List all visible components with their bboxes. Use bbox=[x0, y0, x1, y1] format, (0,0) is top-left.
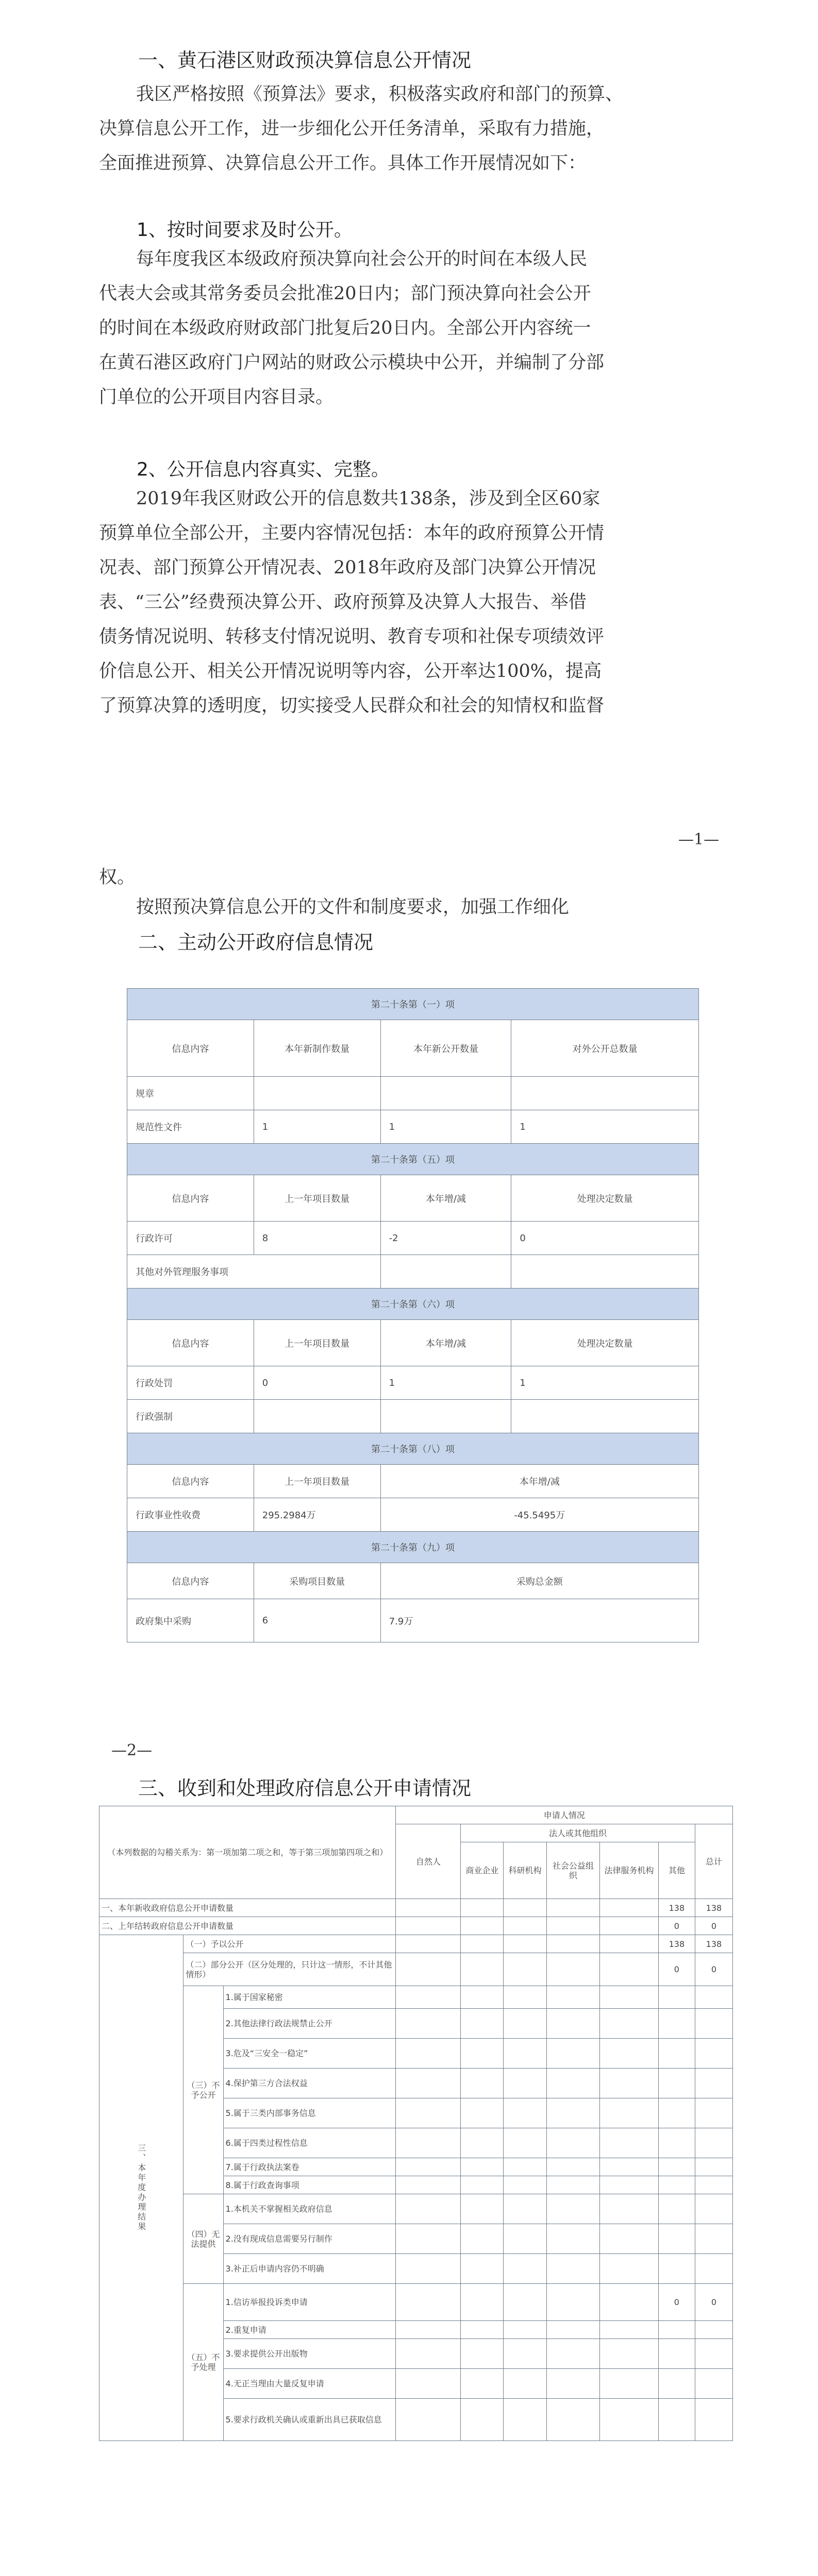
table-cell: -45.5495万 bbox=[380, 1498, 698, 1532]
table-cell: 其他对外管理服务事项 bbox=[127, 1255, 381, 1289]
table-cell: 行政强制 bbox=[127, 1400, 254, 1433]
row-label: 4.保护第三方合法权益 bbox=[223, 2069, 396, 2098]
row-label: 1.信访举报投诉类申请 bbox=[223, 2284, 396, 2321]
column-header: 社会公益组织 bbox=[546, 1842, 600, 1899]
table-cell: 0 bbox=[254, 1366, 380, 1400]
row-label: 1.属于国家秘密 bbox=[223, 1986, 396, 2009]
legal-entity-header: 法人或其他组织 bbox=[461, 1824, 695, 1842]
row-label: 2.重复申请 bbox=[223, 2321, 396, 2339]
table-cell bbox=[511, 1255, 699, 1289]
column-header: 其他 bbox=[658, 1842, 695, 1899]
page-number: —2— bbox=[111, 1741, 153, 1759]
table-cell: 0 bbox=[658, 2284, 695, 2321]
table-cell: 6 bbox=[254, 1599, 380, 1642]
column-header: 信息内容 bbox=[127, 1175, 254, 1222]
table-band: 第二十条第（八）项 bbox=[127, 1433, 699, 1465]
table-cell: 政府集中采购 bbox=[127, 1599, 254, 1642]
row-label: 1.本机关不掌握相关政府信息 bbox=[223, 2194, 396, 2224]
row-label: （二）部分公开（区分处理的，只计这一情形，不计其他情形） bbox=[183, 1953, 396, 1986]
page-number: —1— bbox=[678, 831, 720, 849]
row-label: 7.属于行政执法案卷 bbox=[223, 2158, 396, 2176]
application-table bbox=[99, 1806, 733, 2441]
table-cell: 1 bbox=[380, 1110, 511, 1144]
row-label: （一）予以公开 bbox=[183, 1935, 396, 1953]
column-header: 采购总金额 bbox=[380, 1563, 698, 1599]
table-cell: 行政事业性收费 bbox=[127, 1498, 254, 1532]
table-cell bbox=[380, 1077, 511, 1110]
column-header: 本年新公开数量 bbox=[380, 1020, 511, 1077]
subheading-timely: 1、按时间要求及时公开。 bbox=[137, 219, 353, 241]
table-band: 第二十条第（六）项 bbox=[127, 1289, 699, 1320]
column-header: 处理决定数量 bbox=[511, 1320, 699, 1366]
section-1-heading: 一、黄石港区财政预决算信息公开情况 bbox=[138, 49, 472, 72]
paragraph-continued: 权。 bbox=[99, 867, 136, 888]
row-group-label: （三）不予公开 bbox=[183, 1986, 223, 2194]
column-header: 信息内容 bbox=[127, 1320, 254, 1366]
row-label: 8.属于行政查询事项 bbox=[223, 2176, 396, 2194]
section-1-intro: 我区严格按照《预算法》要求，积极落实政府和部门的预算、 决算信息公开工作，进一步细化公开任务清单，采取有力措施， 全面推进预算、决算信息公开工作。具体工作开展情况如下： bbox=[99, 84, 624, 174]
table-cell: -2 bbox=[380, 1222, 511, 1255]
row-label: 5.要求行政机关确认或重新出具已获取信息 bbox=[223, 2399, 396, 2441]
paragraph-refinement: 按照预决算信息公开的文件和制度要求，加强工作细化 bbox=[136, 897, 570, 918]
total-header: 总计 bbox=[695, 1824, 732, 1899]
column-header: 上一年项目数量 bbox=[254, 1465, 380, 1498]
table-cell: 行政许可 bbox=[127, 1222, 254, 1255]
row-label: 6.属于四类过程性信息 bbox=[223, 2128, 396, 2158]
table-cell: 138 bbox=[695, 1935, 732, 1953]
table-cell: 0 bbox=[511, 1222, 699, 1255]
row-label: 2.没有现成信息需要另行制作 bbox=[223, 2224, 396, 2254]
row-label: 4.无正当理由大量反复申请 bbox=[223, 2369, 396, 2399]
table-cell: 1 bbox=[511, 1366, 699, 1400]
table-band: 第二十条第（五）项 bbox=[127, 1144, 699, 1175]
paragraph-complete: 2019年我区财政公开的信息数共138条，涉及到全区60家 预算单位全部公开，主要内容情况包括：本年的政府预算公开情 况表、部门预算公开情况表、2018年政府及部门决算公开情况 表、“三公”经费预决算公开、政府预算及决算人大报告、举借 债务情况说明、转移支付情况说明、教育专项和社保专项绩效评 价信息公开、相关公开情况说明等内容，公开率达100%，提高 了预算决算的透明度，切实接受人民群众和社会的知情权和监督 bbox=[99, 488, 605, 716]
table-cell: 0 bbox=[658, 1953, 695, 1986]
natural-person-header: 自然人 bbox=[396, 1824, 461, 1899]
row-label: 3.补正后申请内容仍不明确 bbox=[223, 2254, 396, 2284]
row-label: 5.属于三类内部事务信息 bbox=[223, 2098, 396, 2128]
column-header: 本年增/减 bbox=[380, 1320, 511, 1366]
row-label: 3.要求提供公开出版物 bbox=[223, 2339, 396, 2369]
table-cell: 规范性文件 bbox=[127, 1110, 254, 1144]
table-band: 第二十条第（一）项 bbox=[127, 989, 699, 1020]
table-cell: 1 bbox=[380, 1366, 511, 1400]
table-cell bbox=[254, 1077, 380, 1110]
table-cell: 行政处罚 bbox=[127, 1366, 254, 1400]
row-group-label: （五）不予处理 bbox=[183, 2284, 223, 2441]
table-cell: 规章 bbox=[127, 1077, 254, 1110]
table-cell bbox=[380, 1255, 511, 1289]
column-header: 商业企业 bbox=[461, 1842, 504, 1899]
column-header: 采购项目数量 bbox=[254, 1563, 380, 1599]
column-header: 法律服务机构 bbox=[600, 1842, 659, 1899]
column-header: 上一年项目数量 bbox=[254, 1175, 380, 1222]
table-cell: 295.2984万 bbox=[254, 1498, 380, 1532]
paragraph-timely: 每年度我区本级政府预决算向社会公开的时间在本级人民 代表大会或其常务委员会批准20日内；部门预决算向社会公开 的时间在本级政府财政部门批复后20日内。全部公开内容统一 在黄石港区政府门户网站的财政公示模块中公开，并编制了分部 门单位的公开项目内容目录。 bbox=[99, 249, 605, 408]
table-cell: 0 bbox=[695, 2284, 732, 2321]
table-cell: 138 bbox=[658, 1935, 695, 1953]
table-cell: 7.9万 bbox=[380, 1599, 698, 1642]
table-band: 第二十条第（九）项 bbox=[127, 1532, 699, 1563]
column-header: 信息内容 bbox=[127, 1563, 254, 1599]
row-label: 2.其他法律行政法规禁止公开 bbox=[223, 2009, 396, 2039]
table-cell bbox=[380, 1400, 511, 1433]
applicant-header: 申请人情况 bbox=[396, 1806, 733, 1824]
row-label: 二、上年结转政府信息公开申请数量 bbox=[99, 1917, 396, 1935]
column-header: 信息内容 bbox=[127, 1020, 254, 1077]
column-header: 本年增/减 bbox=[380, 1465, 698, 1498]
row-label: 一、本年新收政府信息公开申请数量 bbox=[99, 1899, 396, 1917]
table-cell: 138 bbox=[695, 1899, 732, 1917]
column-header: 上一年项目数量 bbox=[254, 1320, 380, 1366]
proactive-disclosure-table bbox=[127, 988, 699, 1642]
section-3-heading: 三、收到和处理政府信息公开申请情况 bbox=[138, 1777, 472, 1800]
subheading-complete: 2、公开信息内容真实、完整。 bbox=[137, 459, 390, 480]
table-cell: 0 bbox=[695, 1953, 732, 1986]
row-label: 3.危及“三安全一稳定” bbox=[223, 2039, 396, 2069]
column-header: 本年增/减 bbox=[380, 1175, 511, 1222]
column-header: 科研机构 bbox=[504, 1842, 546, 1899]
column-header: 对外公开总数量 bbox=[511, 1020, 699, 1077]
table-cell bbox=[511, 1400, 699, 1433]
column-header: 处理决定数量 bbox=[511, 1175, 699, 1222]
table-cell bbox=[254, 1400, 380, 1433]
row-group-label: 三、本年度办理结果 bbox=[99, 1935, 183, 2441]
table-cell: 138 bbox=[658, 1899, 695, 1917]
table-corner-note: （本列数据的勾稽关系为：第一项加第二项之和，等于第三项加第四项之和） bbox=[99, 1806, 396, 1899]
table-cell: 0 bbox=[658, 1917, 695, 1935]
table-cell bbox=[511, 1077, 699, 1110]
column-header: 本年新制作数量 bbox=[254, 1020, 380, 1077]
table-cell: 1 bbox=[254, 1110, 380, 1144]
column-header: 信息内容 bbox=[127, 1465, 254, 1498]
section-2-heading: 二、主动公开政府信息情况 bbox=[138, 931, 374, 954]
table-cell: 0 bbox=[695, 1917, 732, 1935]
row-group-label: （四）无法提供 bbox=[183, 2194, 223, 2284]
table-cell: 1 bbox=[511, 1110, 699, 1144]
table-cell: 8 bbox=[254, 1222, 380, 1255]
